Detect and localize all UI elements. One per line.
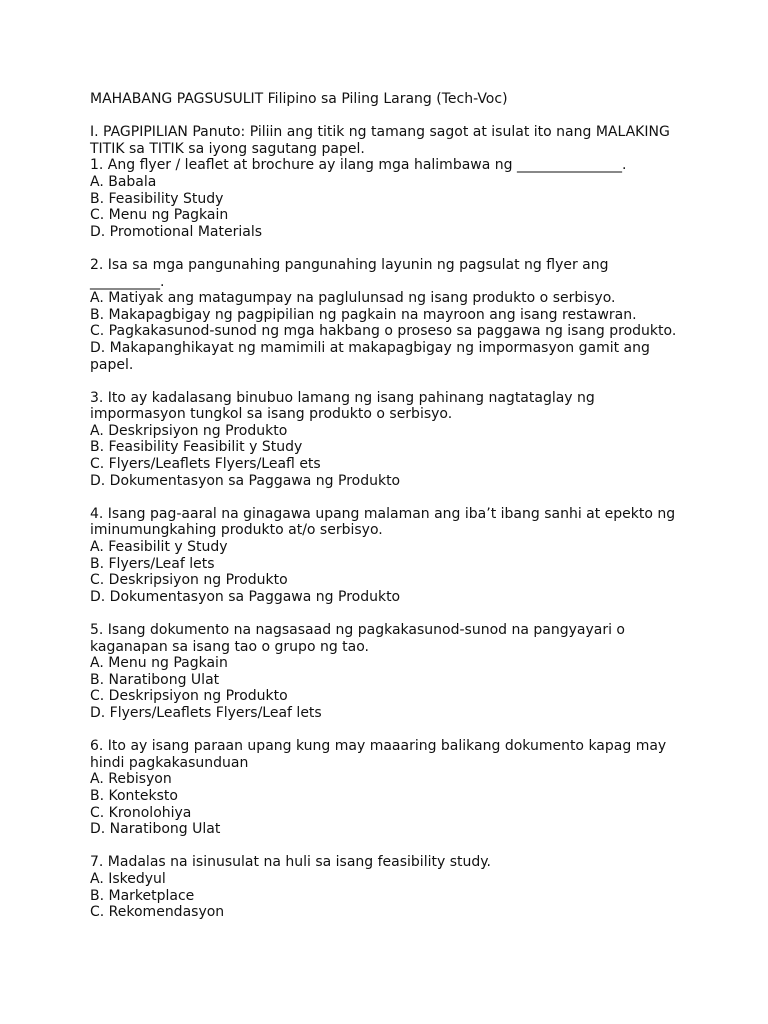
question-stem: 4. Isang pag-aaral na ginagawa upang malaman ang iba’t ibang sanhi at epekto ng — [90, 505, 676, 522]
instructions-line: TITIK sa TITIK sa iyong sagutang papel. — [90, 140, 365, 157]
choice-b: B. Konteksto — [90, 787, 178, 804]
choice-c: C. Menu ng Pagkain — [90, 207, 229, 224]
question-stem: __________. — [90, 273, 165, 290]
choice-c: C. Kronolohiya — [90, 804, 192, 821]
choice-d-continued: papel. — [90, 356, 134, 373]
choice-d: D. Promotional Materials — [90, 223, 262, 240]
instructions-line: I. PAGPIPILIAN Panuto: Piliin ang titik ng tamang sagot at isulat ito nang MALAKING — [90, 124, 670, 141]
choice-c: C. Pagkakasunod-sunod ng mga hakbang o proseso sa paggawa ng isang produkto. — [90, 323, 677, 340]
choice-d: D. Dokumentasyon sa Paggawa ng Produkto — [90, 588, 401, 605]
instructions — [90, 124, 690, 157]
question-stem: 6. Ito ay isang paraan upang kung may maaaring balikang dokumento kapag may — [90, 738, 667, 755]
question-stem: hindi pagkakasunduan — [90, 754, 249, 771]
choice-a: A. Iskedyul — [90, 870, 166, 887]
question-stem: kaganapan sa isang tao o grupo ng tao. — [90, 638, 370, 655]
document-title: MAHABANG PAGSUSULIT Filipino sa Piling Larang (Tech-Voc) — [90, 91, 508, 107]
choice-a: A. Rebisyon — [90, 771, 172, 788]
question-4 — [90, 506, 690, 606]
question-stem: 2. Isa sa mga pangunahing pangunahing layunin ng pagsulat ng flyer ang — [90, 256, 609, 273]
choice-a: A. Feasibilit y Study — [90, 539, 228, 556]
choice-c: C. Flyers/Leaflets Flyers/Leafl ets — [90, 456, 321, 473]
choice-a: A. Matiyak ang matagumpay na paglulunsad ng isang produkto o serbisyo. — [90, 290, 616, 307]
choice-c: C. Deskripsiyon ng Produkto — [90, 572, 288, 589]
choice-b: B. Feasibility Study — [90, 190, 224, 207]
choice-d: D. Dokumentasyon sa Paggawa ng Produkto — [90, 472, 401, 489]
question-stem: 1. Ang flyer / leaflet at brochure ay ilang mga halimbawa ng _______________. — [90, 157, 627, 174]
choice-b: B. Marketplace — [90, 887, 195, 904]
choice-b: B. Feasibility Feasibilit y Study — [90, 439, 303, 456]
question-6 — [90, 738, 690, 838]
question-stem: 3. Ito ay kadalasang binubuo lamang ng isang pahinang nagtataglay ng — [90, 389, 595, 406]
document-page — [90, 91, 690, 921]
choice-d: D. Naratibong Ulat — [90, 821, 221, 838]
question-3 — [90, 390, 690, 490]
choice-d: D. Makapanghikayat ng mamimili at makapagbigay ng impormasyon gamit ang — [90, 339, 650, 356]
choice-c: C. Rekomendasyon — [90, 904, 225, 921]
choice-a: A. Babala — [90, 173, 157, 190]
choice-b: B. Naratibong Ulat — [90, 671, 220, 688]
question-stem: impormasyon tungkol sa isang produkto o serbisyo. — [90, 406, 453, 423]
choice-b: B. Flyers/Leaf lets — [90, 555, 215, 572]
question-1 — [90, 157, 690, 240]
question-2 — [90, 257, 690, 373]
choice-a: A. Deskripsiyon ng Produkto — [90, 422, 288, 439]
question-stem: 7. Madalas na isinusulat na huli sa isang feasibility study. — [90, 854, 491, 871]
question-7 — [90, 854, 690, 920]
choice-c: C. Deskripsiyon ng Produkto — [90, 688, 288, 705]
choice-d: D. Flyers/Leaflets Flyers/Leaf lets — [90, 704, 322, 721]
question-stem: iminumungkahing produkto at/o serbisyo. — [90, 522, 383, 539]
question-stem: 5. Isang dokumento na nagsasaad ng pagkakasunod-sunod na pangyayari o — [90, 622, 626, 638]
choice-b: B. Makapagbigay ng pagpipilian ng pagkain na mayroon ang isang restawran. — [90, 306, 637, 323]
choice-a: A. Menu ng Pagkain — [90, 655, 228, 672]
question-5 — [90, 622, 690, 722]
